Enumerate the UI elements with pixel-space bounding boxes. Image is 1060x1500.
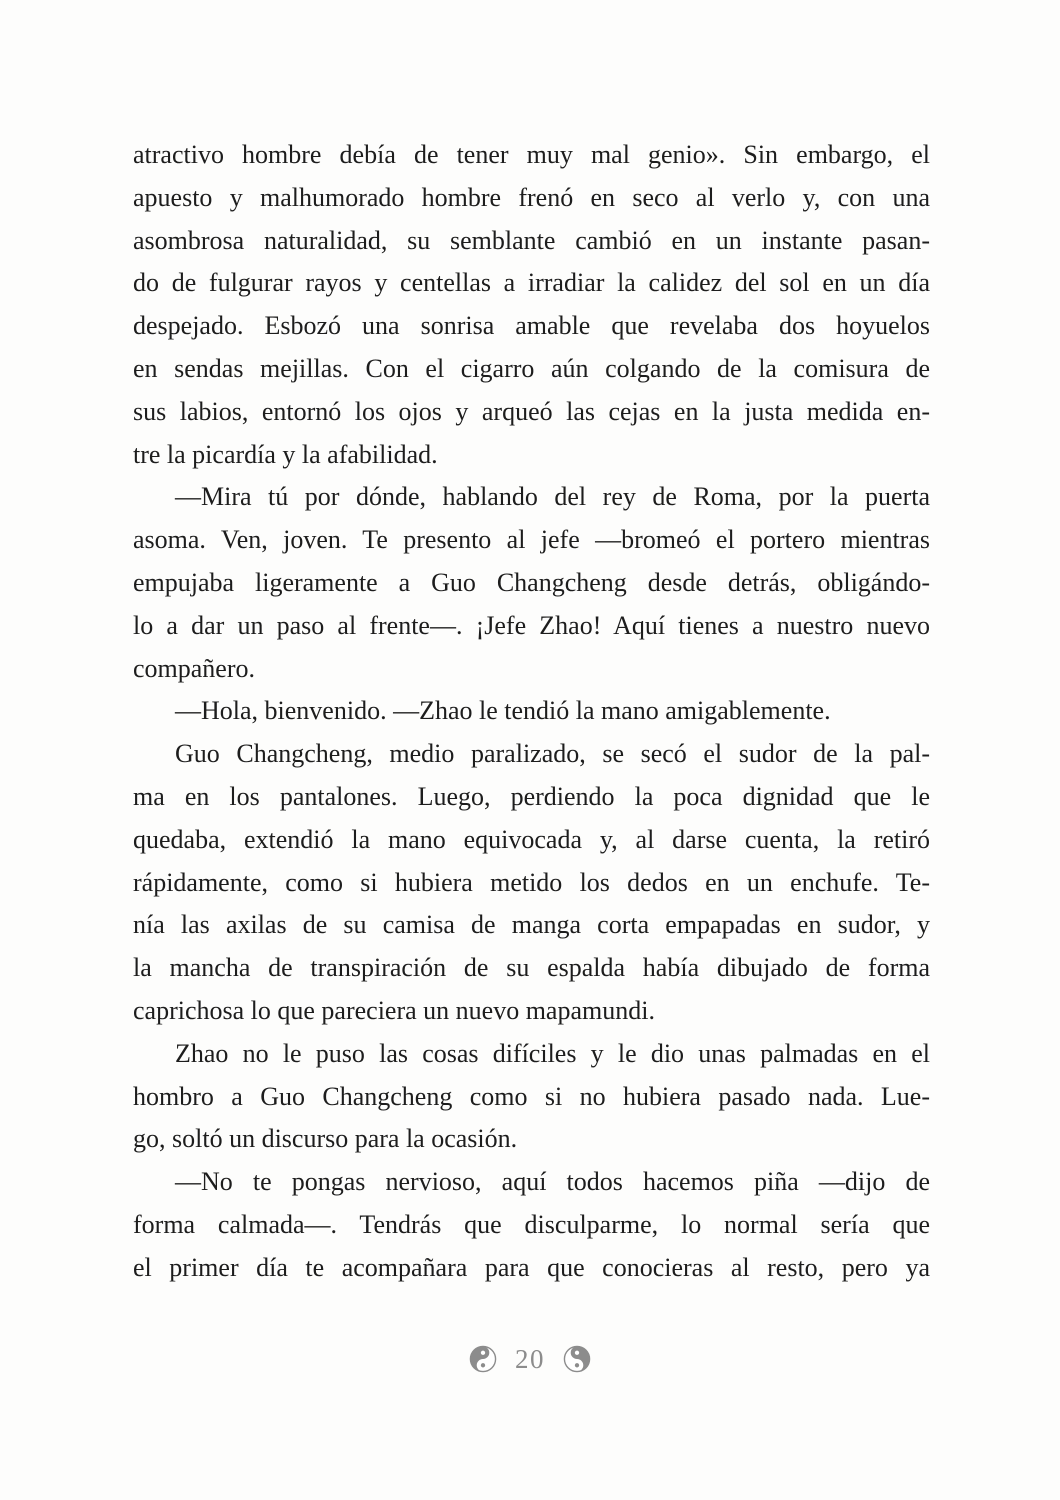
text-line: go, soltó un discurso para la ocasión. bbox=[133, 1124, 518, 1154]
page-footer bbox=[0, 1344, 1060, 1374]
text-line: sus labios, entornó los ojos y arqueó las cejas en la justa medida en- bbox=[133, 396, 930, 426]
text-line: Zhao no le puso las cosas difíciles y le dio unas palmadas en el bbox=[175, 1038, 930, 1068]
text-line: empujaba ligeramente a Guo Changcheng desde detrás, obligándo- bbox=[133, 567, 930, 597]
text-line: —No te pongas nervioso, aquí todos hacemos piña —dijo de bbox=[175, 1167, 930, 1197]
text-line: forma calmada—. Tendrás que disculparme, lo normal sería que bbox=[133, 1209, 930, 1239]
text-line: atractivo hombre debía de tener muy mal genio». Sin embargo, el bbox=[133, 140, 930, 169]
text-line: hombro a Guo Changcheng como si no hubiera pasado nada. Lue- bbox=[133, 1081, 930, 1111]
text-line: tre la picardía y la afabilidad. bbox=[133, 439, 438, 469]
text-line: do de fulgurar rayos y centellas a irradiar la calidez del sol en un día bbox=[133, 268, 930, 298]
text-line: asombrosa naturalidad, su semblante cambió en un instante pasan- bbox=[133, 225, 930, 255]
yin-yang-icon-mirrored bbox=[562, 1344, 592, 1374]
text-line: despejado. Esbozó una sonrisa amable que revelaba dos hoyuelos bbox=[133, 311, 930, 341]
text-line: el primer día te acompañara para que conocieras al resto, pero ya bbox=[133, 1252, 930, 1282]
body-text bbox=[133, 134, 930, 1290]
text-line: apuesto y malhumorado hombre frenó en seco al verlo y, con una bbox=[133, 182, 930, 212]
text-line: en sendas mejillas. Con el cigarro aún colgando de la comisura de bbox=[133, 353, 930, 383]
text-line: quedaba, extendió la mano equivocada y, al darse cuenta, la retiró bbox=[133, 824, 930, 854]
text-line: —Hola, bienvenido. —Zhao le tendió la mano amigablemente. bbox=[175, 696, 831, 726]
page-number: 20 bbox=[515, 1344, 545, 1374]
text-line: la mancha de transpiración de su espalda había dibujado de forma bbox=[133, 953, 930, 983]
text-line: rápidamente, como si hubiera metido los dedos en un enchufe. Te- bbox=[133, 867, 930, 897]
text-line: caprichosa lo que pareciera un nuevo mapamundi. bbox=[133, 995, 655, 1025]
yin-yang-icon bbox=[468, 1344, 498, 1374]
text-line: ma en los pantalones. Luego, perdiendo la poca dignidad que le bbox=[133, 781, 930, 811]
text-line: nía las axilas de su camisa de manga corta empapadas en sudor, y bbox=[133, 910, 930, 940]
text-line: asoma. Ven, joven. Te presento al jefe —bromeó el portero mientras bbox=[133, 525, 930, 555]
text-line: Guo Changcheng, medio paralizado, se secó el sudor de la pal- bbox=[175, 739, 930, 769]
text-line: compañero. bbox=[133, 653, 256, 683]
text-line: lo a dar un paso al frente—. ¡Jefe Zhao! Aquí tienes a nuestro nuevo bbox=[133, 610, 930, 640]
text-line: —Mira tú por dónde, hablando del rey de Roma, por la puerta bbox=[175, 482, 930, 512]
